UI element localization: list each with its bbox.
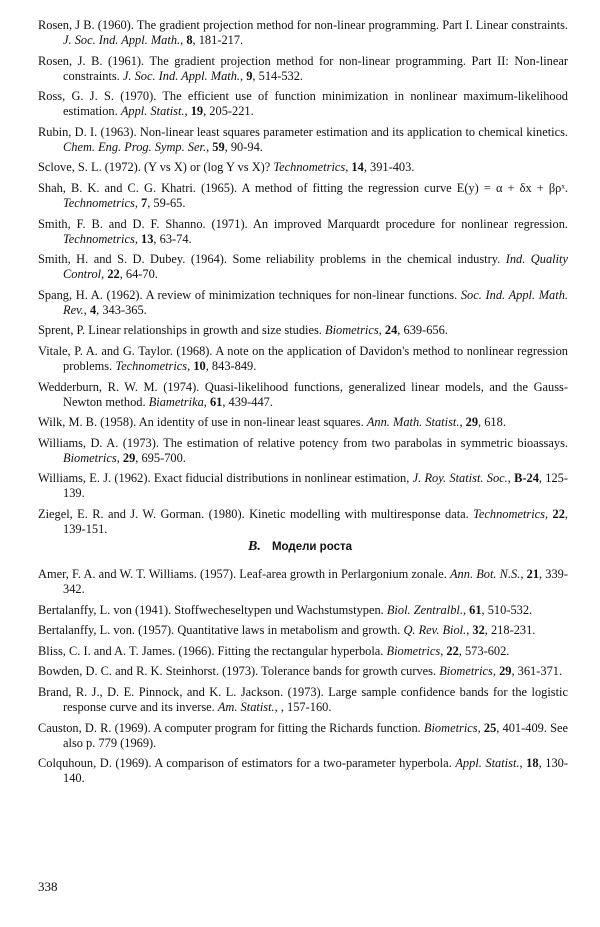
reference-volume: 13 <box>141 231 154 246</box>
reference-journal: Biometrics <box>386 643 441 658</box>
reference-journal: Technometrics <box>473 506 545 521</box>
reference-journal: Ind. Quality Control <box>63 252 568 282</box>
reference-entry: Sprent, P. Linear relationships in growth and size studies. Biometrics, 24, 639-656. <box>38 323 448 338</box>
reference-entry: Smith, H. and S. D. Dubey. (1964). Some reliability problems in the chemical industry. Ind. Quality Control, 22, 64-70. <box>38 252 568 282</box>
reference-entry: Bliss, C. I. and A. T. James. (1966). Fitting the rectangular hyperbola. Biometrics, 22, 573-602. <box>38 643 510 658</box>
reference-journal: J. Soc. Ind. Appl. Math. <box>63 33 181 47</box>
reference-pages: , 573-602. <box>458 643 510 658</box>
reference-authors: Williams, E. J. (1962). Exact fiducial distributions in nonlinear estimation, <box>38 471 413 486</box>
reference-authors: Shah, B. K. and C. G. Khatri. (1965). A method of fitting the regression curve E(y) = α + δx + βρˣ. <box>38 180 568 195</box>
reference-entry: Williams, E. J. (1962). Exact fiducial distributions in nonlinear estimation, J. Roy. Statist. Soc., B-24, 125-139. <box>38 471 568 501</box>
reference-authors: Causton, D. R. (1969). A computer program for fitting the Richards function. <box>38 720 424 735</box>
reference-authors: Brand, R. J., D. E. Pinnock, and K. L. Jackson. (1973). Large sample confidence bands for the logistic response curve and its inverse. <box>38 684 568 714</box>
reference-pages: , 639-656. <box>397 323 448 338</box>
reference-journal: Q. Rev. Biol. <box>403 623 467 638</box>
reference-entry: Bertalanffy, L. von. (1957). Quantitative laws in metabolism and growth. Q. Rev. Biol., 32, 218-231. <box>38 623 536 638</box>
reference-list-part1 <box>38 18 568 543</box>
reference-volume: 9 <box>246 68 253 83</box>
reference-authors: Ross, G. J. S. (1970). The efficient use of function minimization in nonlinear maximum-likelihood estimation. <box>38 89 568 119</box>
reference-volume: 21 <box>526 567 540 581</box>
reference-authors: Bliss, C. I. and A. T. James. (1966). Fitting the rectangular hyperbola. <box>38 643 387 658</box>
reference-authors: Williams, D. A. (1973). The estimation of relative potency from two parabolas in symmetric bioassays. <box>38 435 568 450</box>
reference-entry: Sclove, S. L. (1972). (Y vs X) or (log Y vs X)? Technometrics, 14, 391-403. <box>38 160 415 175</box>
reference-authors: Bertalanffy, L. von (1941). Stoffwecheseltypen und Wachstumstypen. <box>38 602 387 617</box>
reference-entry: Wilk, M. B. (1958). An identity of use in non-linear least squares. Ann. Math. Statist., 29, 618. <box>38 415 506 430</box>
reference-authors: Spang, H. A. (1962). A review of minimization techniques for non-linear functions. <box>38 287 461 302</box>
reference-journal: Soc. Ind. Appl. Math. Rev. <box>63 287 568 317</box>
reference-journal: Ann. Math. Statist. <box>366 415 460 430</box>
reference-volume: 29 <box>499 664 512 679</box>
reference-volume: 14 <box>351 160 364 175</box>
reference-volume: 7 <box>141 195 148 210</box>
reference-pages: , 514-532. <box>252 68 304 83</box>
reference-volume: 29 <box>465 415 479 430</box>
reference-volume: 29 <box>122 450 136 465</box>
reference-entry: Colquhoun, D. (1969). A comparison of estimators for a two-parameter hyperbola. Appl. Statist., 18, 130-140. <box>38 756 568 786</box>
reference-entry: Bertalanffy, L. von (1941). Stoffwecheseltypen und Wachstumstypen. Biol. Zentralbl., 61, 510-532. <box>38 602 533 617</box>
reference-journal: Chem. Eng. Prog. Symp. Ser. <box>63 139 207 154</box>
reference-pages: , 90-94. <box>224 139 263 154</box>
reference-volume: 61 <box>469 602 482 617</box>
reference-volume: 59 <box>212 139 225 154</box>
reference-entry: Spang, H. A. (1962). A review of minimization techniques for non-linear functions. Soc. Ind. Appl. Math. Rev., 4, 343-365. <box>38 287 568 317</box>
reference-pages: , 181-217. <box>192 33 244 47</box>
reference-authors: Sprent, P. Linear relationships in growth and size studies. <box>38 323 326 338</box>
reference-pages: , 339-342. <box>63 567 568 596</box>
reference-pages: , 59-65. <box>147 195 186 210</box>
reference-authors: Smith, H. and S. D. Dubey. (1964). Some reliability problems in the chemical industry. <box>38 252 506 267</box>
reference-volume: 22 <box>552 506 565 521</box>
reference-volume: B-24 <box>514 471 539 486</box>
reference-volume: 10 <box>193 358 206 373</box>
reference-entry: Shah, B. K. and C. G. Khatri. (1965). A method of fitting the regression curve E(y) = α + δx + βρˣ. Technometrics, 7, 59-65. <box>38 180 568 210</box>
reference-pages: , 64-70. <box>119 267 158 282</box>
section-heading <box>0 538 600 555</box>
reference-pages: , 843-849. <box>205 358 257 373</box>
section-title: Модели роста <box>271 541 352 553</box>
reference-authors: Ziegel, E. R. and J. W. Gorman. (1980). Kinetic modelling with multiresponse data. <box>38 506 474 521</box>
reference-volume: 22 <box>107 267 120 282</box>
reference-list-part2 <box>38 567 568 792</box>
reference-entry: Bowden, D. C. and R. K. Steinhorst. (1973). Tolerance bands for growth curves. Biometrics, 29, 361-371. <box>38 664 563 679</box>
reference-volume: 61 <box>209 394 223 409</box>
reference-entry: Rubin, D. I. (1963). Non-linear least squares parameter estimation and its application to chemical kinetics. Chem. Eng. Prog. Symp. Ser., 59, 90-94. <box>38 124 568 154</box>
reference-journal: Biametrika <box>148 394 204 409</box>
reference-journal: Technometrics <box>63 231 135 246</box>
reference-entry: Vitale, P. A. and G. Taylor. (1968). A note on the application of Davidon's method to nonlinear regression problems. Technometrics, 10, 843-849. <box>38 343 568 373</box>
reference-pages: , 510-532. <box>481 602 533 617</box>
page-number: 338 <box>38 879 58 894</box>
reference-entry: Ross, G. J. S. (1970). The efficient use of function minimization in nonlinear maximum-likelihood estimation. Appl. Statist., 19, 205-221. <box>38 89 568 119</box>
reference-volume: 32 <box>472 623 485 638</box>
reference-journal: Appl. Statist. <box>120 104 185 119</box>
reference-entry: Williams, D. A. (1973). The estimation of relative potency from two parabolas in symmetric bioassays. Biometrics, 29, 695-700. <box>38 435 568 465</box>
reference-authors: Wilk, M. B. (1958). An identity of use in non-linear least squares. <box>38 415 367 430</box>
reference-authors: Wedderburn, R. W. M. (1974). Quasi-likelihood functions, generalized linear models, and the Gauss-Newton method. <box>38 379 568 409</box>
reference-journal: Ann. Bot. N.S. <box>449 567 521 581</box>
reference-volume: 8 <box>186 33 193 47</box>
reference-volume: 19 <box>190 104 204 119</box>
reference-pages: , 125-139. <box>63 471 568 501</box>
reference-journal: Appl. Statist. <box>455 756 520 771</box>
reference-authors: Smith, F. B. and D. F. Shanno. (1971). An improved Marquardt procedure for nonlinear regression. <box>38 216 568 231</box>
reference-pages: , 618. <box>478 415 506 430</box>
reference-entry: Ziegel, E. R. and J. W. Gorman. (1980). Kinetic modelling with multiresponse data. Technometrics, 22, 139-151. <box>38 506 568 536</box>
reference-volume: 18 <box>526 756 539 771</box>
reference-pages: , 157-160. <box>280 699 332 714</box>
reference-pages: , 205-221. <box>203 104 254 119</box>
reference-journal: Am. Statist. <box>217 699 275 714</box>
reference-pages: , 63-74. <box>153 231 192 246</box>
reference-journal: Technometrics <box>115 358 188 373</box>
reference-journal: Technometrics <box>63 195 135 210</box>
reference-volume: 25 <box>483 720 497 735</box>
reference-authors: Bowden, D. C. and R. K. Steinhorst. (1973). Tolerance bands for growth curves. <box>38 664 440 679</box>
reference-entry: Brand, R. J., D. E. Pinnock, and K. L. Jackson. (1973). Large sample confidence bands for the logistic response curve and its inverse. Am. Statist., , 157-160. <box>38 684 568 714</box>
reference-entry: Smith, F. B. and D. F. Shanno. (1971). An improved Marquardt procedure for nonlinear regression. Technometrics, 13, 63-74. <box>38 216 568 246</box>
reference-entry: Wedderburn, R. W. M. (1974). Quasi-likelihood functions, generalized linear models, and the Gauss-Newton method. Biametrika, 61, 439-447. <box>38 379 568 409</box>
reference-pages: , 218-231. <box>484 623 536 638</box>
reference-entry: Rosen, J. B. (1961). The gradient projection method for non-linear programming. Part II: Non-linear constraints. J. Soc. Ind. Appl. Math., 9, 514-532. <box>38 53 568 83</box>
reference-pages: , 439-447. <box>222 394 273 409</box>
reference-journal: Biometrics <box>63 450 117 465</box>
reference-pages: , 139-151. <box>63 506 568 536</box>
reference-entry: Amer, F. A. and W. T. Williams. (1957). Leaf-area growth in Perlargonium zonale. Ann. Bot. N.S., 21, 339-342. <box>38 567 568 596</box>
reference-entry: Causton, D. R. (1969). A computer program for fitting the Richards function. Biometrics, 25, 401-409. See also p. 779 (1969). <box>38 720 568 750</box>
reference-pages: , 361-371. <box>511 664 563 679</box>
reference-authors: Vitale, P. A. and G. Taylor. (1968). A note on the application of Davidon's method to nonlinear regression problems. <box>38 343 568 373</box>
reference-journal: J. Roy. Statist. Soc. <box>412 471 508 486</box>
reference-pages: , 343-365. <box>96 302 147 317</box>
reference-journal: Biometrics <box>325 323 379 338</box>
reference-authors: Amer, F. A. and W. T. Williams. (1957). Leaf-area growth in Perlargonium zonale. <box>38 567 450 581</box>
reference-journal: J. Soc. Ind. Appl. Math. <box>122 68 241 83</box>
reference-authors: Sclove, S. L. (1972). (Y vs X) or (log Y vs X)? <box>38 160 274 175</box>
reference-journal: Biometrics <box>439 664 493 679</box>
reference-pages: , 130-140. <box>63 756 568 786</box>
reference-authors: Bertalanffy, L. von. (1957). Quantitative laws in metabolism and growth. <box>38 623 404 638</box>
reference-volume: 22 <box>446 643 459 658</box>
reference-entry: Rosen, J B. (1960). The gradient projection method for non-linear programming. Part I. Linear constraints. J. Soc. Ind. Appl. Math., 8, 181-217. <box>38 18 568 47</box>
reference-authors: Rosen, J B. (1960). The gradient projection method for non-linear programming. Part I. Linear constraints. <box>38 18 568 32</box>
reference-pages: , 391-403. <box>363 160 415 175</box>
reference-journal: Biol. Zentralbl. <box>386 602 463 617</box>
reference-volume: 24 <box>384 323 398 338</box>
reference-journal: Technometrics <box>273 160 346 175</box>
section-letter: B. <box>247 539 261 554</box>
reference-authors: Colquhoun, D. (1969). A comparison of estimators for a two-parameter hyperbola. <box>38 756 456 771</box>
reference-journal: Biometrics <box>423 720 478 735</box>
reference-authors: Rubin, D. I. (1963). Non-linear least squares parameter estimation and its application to chemical kinetics. <box>38 124 568 139</box>
reference-pages: , 401-409. See also p. 779 (1969). <box>63 720 568 750</box>
reference-pages: , 695-700. <box>135 450 186 465</box>
reference-volume: 4 <box>89 302 97 317</box>
reference-authors: Rosen, J. B. (1961). The gradient projection method for non-linear programming. Part II: Non-linear constraints. <box>38 53 568 83</box>
